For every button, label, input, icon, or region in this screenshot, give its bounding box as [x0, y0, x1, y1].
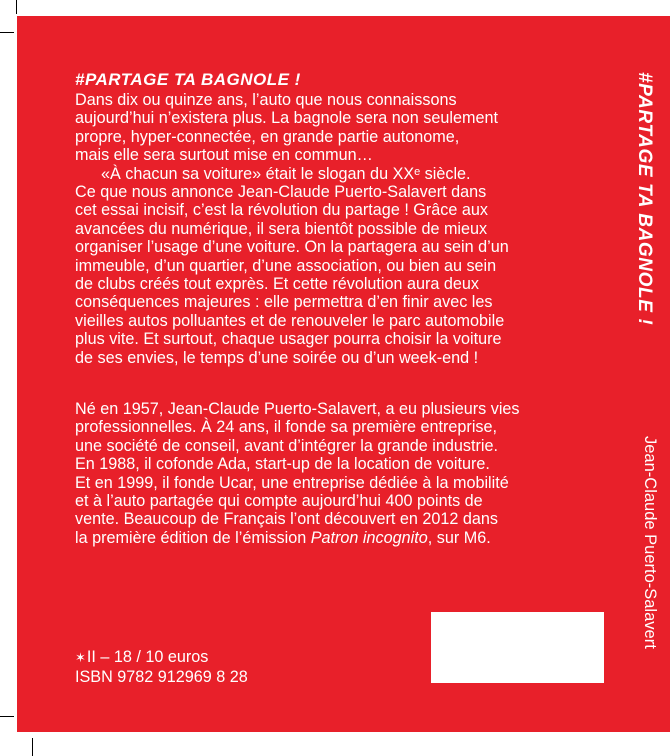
bio-line: une société de conseil, avant d’intégrer la grande industrie.: [75, 436, 498, 455]
publisher-star-icon: ✶: [75, 650, 86, 665]
barcode-placeholder: [431, 612, 604, 683]
slogan-line: [75, 165, 615, 183]
crop-mark-bottom-left-vertical: [32, 738, 33, 756]
spine-author: Jean-Claude Puerto-Salavert: [641, 436, 659, 649]
body-line: de ses envies, le temps d’une soirée ou d’un week-end !: [75, 348, 479, 367]
summary-line: mais elle sera surtout mise en commun…: [75, 146, 373, 165]
price-text: II – 18 / 10 euros: [86, 648, 209, 666]
bio-last-prefix: la première édition de l’émission: [75, 528, 311, 547]
body-line: vieilles autos polluantes et de renouveler le parc automobile: [75, 311, 505, 330]
back-cover-heading: #PARTAGE TA BAGNOLE !: [75, 70, 301, 89]
bio-line: vente. Beaucoup de Français l’ont découvert en 2012 dans: [75, 510, 498, 529]
author-bio: [75, 400, 615, 547]
crop-mark-bottom-left-horizontal: [0, 716, 14, 717]
summary-line: aujourd’hui n’existera plus. La bagnole sera non seulement: [75, 109, 498, 128]
body-line: immeuble, d’un quartier, d’une association, ou bien au sein: [75, 256, 497, 275]
crop-mark-top-left-vertical: [16, 0, 17, 14]
price-line: [75, 648, 248, 668]
body-line: de clubs créés tout exprès. Et cette révolution aura deux: [75, 275, 480, 294]
body-line: Ce que nous annonce Jean-Claude Puerto-Salavert dans: [75, 183, 487, 202]
bio-line-last: [75, 529, 615, 547]
spine-title: #PARTAGE TA BAGNOLE !: [634, 72, 655, 326]
slogan-text: «À chacun sa voiture» était le slogan du XXᵉ siècle.: [101, 164, 471, 183]
body-line: cet essai incisif, c’est la révolution du partage ! Grâce aux: [75, 201, 488, 220]
price-block: [75, 648, 248, 686]
bio-line: Né en 1957, Jean-Claude Puerto-Salavert, a eu plusieurs vies: [75, 400, 520, 418]
bio-line: En 1988, il cofonde Ada, start-up de la location de voiture.: [75, 455, 490, 474]
body-line: avancées du numérique, il sera bientôt possible de mieux: [75, 219, 488, 238]
tv-show-title: Patron incognito: [310, 528, 428, 547]
body-line: conséquences majeures : elle permettra d’en finir avec les: [75, 293, 493, 312]
body-line: plus vite. Et surtout, chaque usager pourra choisir la voiture: [75, 330, 502, 349]
isbn-text: ISBN 9782 912969 8 28: [75, 667, 248, 686]
summary-line: Dans dix ou quinze ans, l’auto que nous connaissons: [75, 91, 457, 109]
bio-last-suffix: , sur M6.: [427, 528, 491, 547]
crop-mark-top-left-horizontal: [0, 32, 14, 33]
body-line: organiser l’usage d’une voiture. On la partagera au sein d’un: [75, 238, 509, 257]
bio-line: Et en 1999, il fonde Ucar, une entreprise dédiée à la mobilité: [75, 473, 509, 492]
bio-line: et à l’auto partagée qui compte aujourd’hui 400 points de: [75, 492, 483, 511]
bio-line: professionnelles. À 24 ans, il fonde sa première entreprise,: [75, 418, 498, 437]
summary-line: propre, hyper-connectée, en grande partie autonome,: [75, 127, 460, 146]
summary-text: [75, 91, 615, 367]
